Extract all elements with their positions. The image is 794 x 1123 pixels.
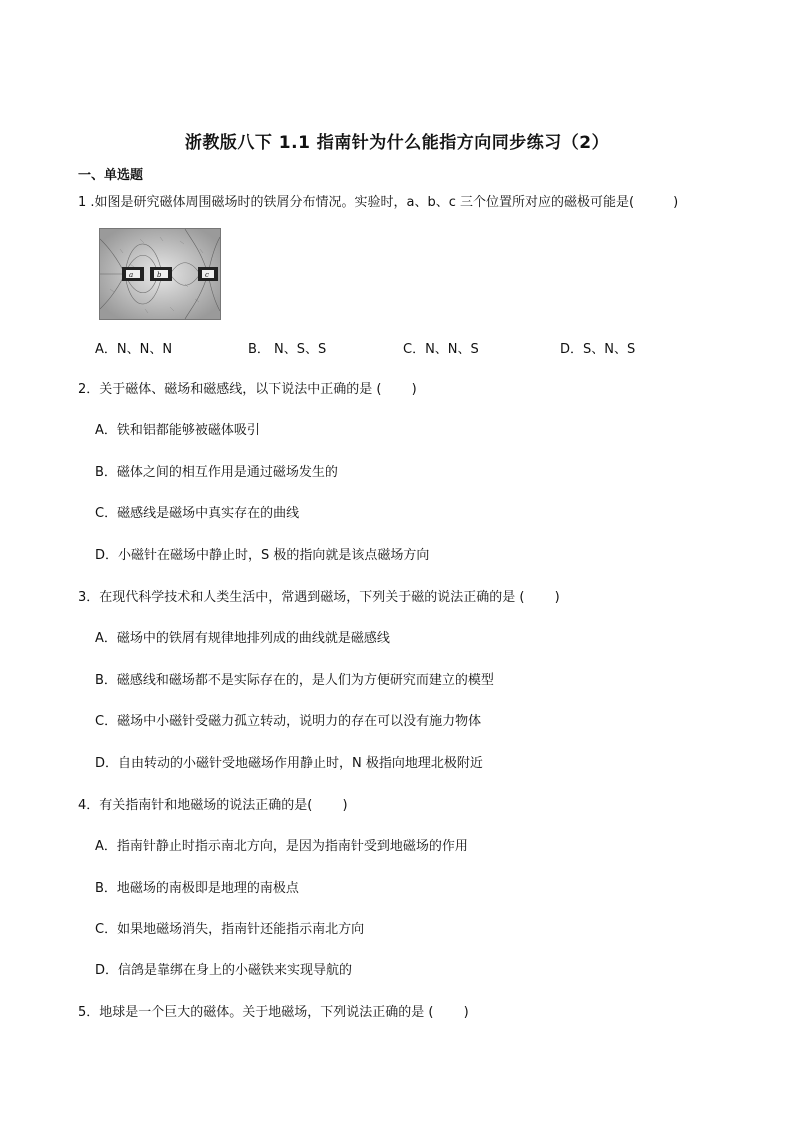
option-a: A．N、N、N [95, 342, 173, 357]
question-2-stem: 2．关于磁体、磁场和磁感线，以下说法中正确的是 ( ) [78, 382, 417, 397]
question-3-option-d: D．自由转动的小磁针受地磁场作用静止时，N 极指向地理北极附近 [95, 756, 483, 771]
iron-filings-figure [99, 228, 221, 320]
option-d: D．S、N、S [560, 342, 636, 357]
option-b: B． N、S、S [248, 342, 327, 357]
question-4-stem: 4．有关指南针和地磁场的说法正确的是( ) [78, 798, 348, 813]
question-2-option-a: A．铁和铝都能够被磁体吸引 [95, 423, 260, 438]
figure-label-a: a [129, 271, 134, 279]
question-2-option-c: C．磁感线是磁场中真实存在的曲线 [95, 506, 300, 521]
question-3-stem: 3．在现代科学技术和人类生活中，常遇到磁场，下列关于磁的说法正确的是 ( ) [78, 590, 560, 605]
question-2-option-d: D．小磁针在磁场中静止时，S 极的指向就是该点磁场方向 [95, 548, 430, 563]
question-4-option-a: A．指南针静止时指示南北方向，是因为指南针受到地磁场的作用 [95, 839, 468, 854]
question-3-option-a: A．磁场中的铁屑有规律地排列成的曲线就是磁感线 [95, 631, 390, 646]
question-2-option-b: B．磁体之间的相互作用是通过磁场发生的 [95, 465, 338, 480]
question-4-option-d: D．信鸽是靠绑在身上的小磁铁来实现导航的 [95, 963, 353, 978]
option-c: C．N、N、S [403, 342, 479, 357]
page-title: 浙教版八下 1.1 指南针为什么能指方向同步练习（2） [184, 133, 610, 153]
question-3-option-b: B．磁感线和磁场都不是实际存在的，是人们为方便研究而建立的模型 [95, 673, 494, 688]
iron-filings-image [100, 229, 220, 319]
figure-label-c: c [205, 271, 209, 279]
question-5-stem: 5．地球是一个巨大的磁体。关于地磁场，下列说法正确的是 ( ) [78, 1005, 469, 1020]
question-4-option-b: B．地磁场的南极即是地理的南极点 [95, 881, 299, 896]
question-3-option-c: C．磁场中小磁针受磁力孤立转动，说明力的存在可以没有施力物体 [95, 714, 482, 729]
section-heading: 一、单选题 [78, 168, 144, 183]
figure-label-b: b [157, 271, 162, 279]
question-4-option-c: C．如果地磁场消失，指南针还能指示南北方向 [95, 922, 365, 937]
question-1-stem: 1 .如图是研究磁体周围磁场时的铁屑分布情况。实验时，a、b、c 三个位置所对应的磁极可能是( ) [78, 195, 679, 210]
